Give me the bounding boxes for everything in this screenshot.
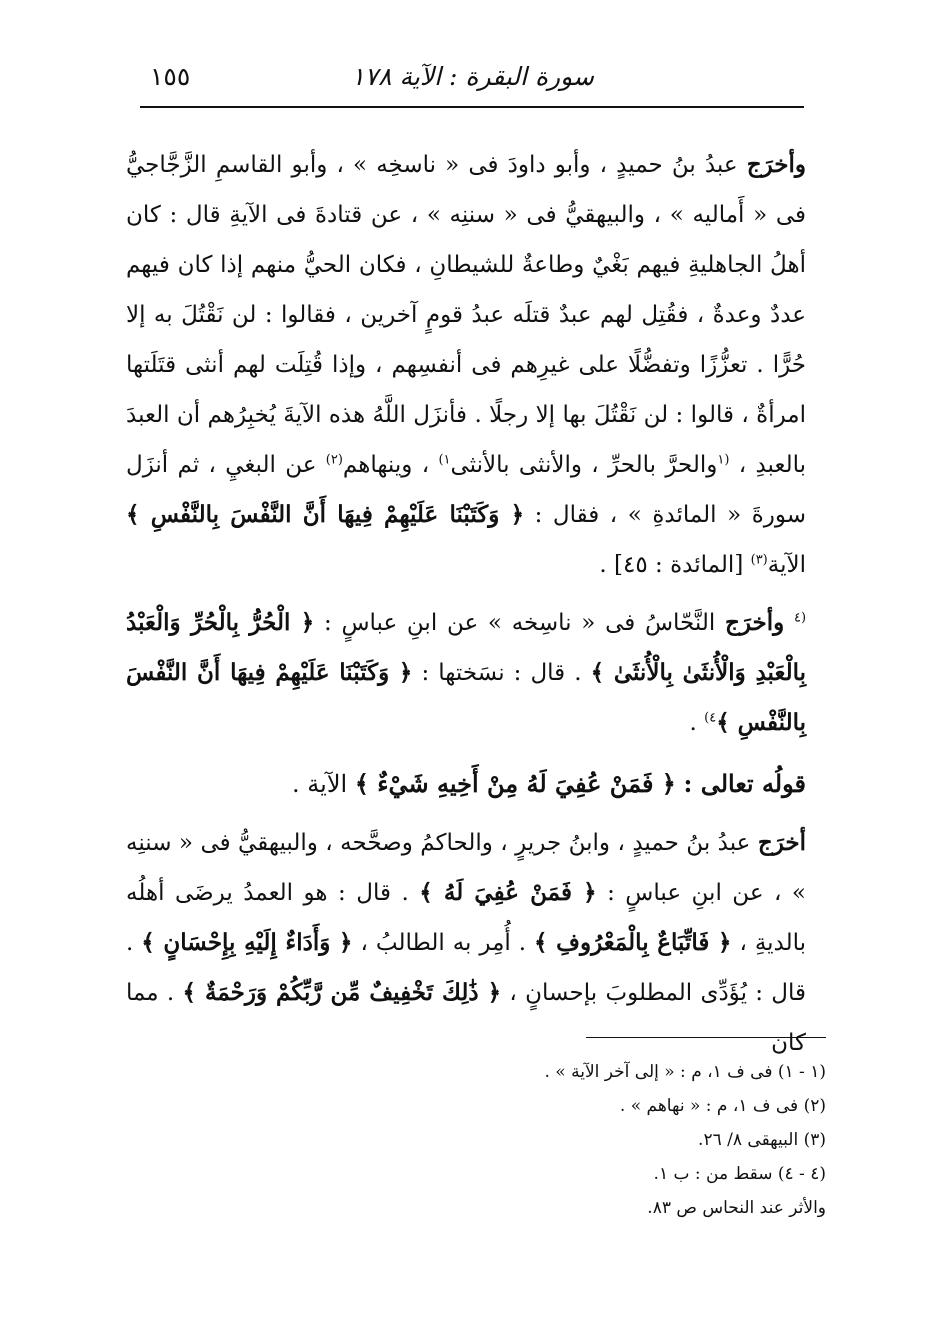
quran-verse: ﴿ وَكَتَبْنَا عَلَيْهِمْ فِيهَا أَنَّ النَّفْسَ بِالنَّفْسِ ﴾: [126, 501, 525, 528]
paragraph-text: عبدُ بنُ حميدٍ ، وأبو داودَ فى « ناسخِه » ، وأبو القاسمِ الزَّجَّاجيُّ فى « أَماليه » ، والبيهقيُّ فى « سننِه » ، عن قتادةَ فى الآيةِ قال : كان أهلُ الجاهليةِ فيهم بَغْيٌ وطاعةٌ للشيطانِ ، فكان الحيُّ منهم إذا كان فيهم عددٌ وعدةٌ ، فقُتِل لهم عبدٌ قتلَه عبدُ قومٍ آخرين ، فقالوا : لن نَقْتُلَ به إلا حُرًّا . تعزُّزًا وتفضُّلًا على غيرِهم فى أنفسِهم ، وإذا قُتِلَت لهم أنثى قتَلَتها امرأةٌ ، قالوا : لن نَقْتُلَ بها إلا رجلًا . فأنزَل اللَّهُ هذه الآيةَ يُخبِرُهم أن العبدَ بالعبدِ ،: [126, 152, 807, 478]
footnote: (٤ - ٤) سقط من : ب ١.: [653, 1164, 826, 1184]
running-header: [140, 62, 804, 102]
quran-verse: ﴿ فَاتِّبَاعٌ بِالْمَعْرُوفِ ﴾: [534, 929, 732, 956]
paragraph-1: [126, 140, 806, 590]
paragraph-text: . قال : هو العمدُ يرضَى أهلُه بالديةِ ،: [126, 880, 807, 956]
footnote: (٣) البيهقى ٨/ ٢٦.: [698, 1130, 826, 1150]
paragraph-text: النَّحّاسُ فى « ناسِخه » عن ابنِ عباسٍ :: [323, 610, 716, 636]
quran-verse: ﴿ الْحُرُّ بِالْحُرِّ وَالْعَبْدُ بِالْعَبْدِ وَالْأُنثَىٰ بِالْأُنثَىٰ ﴾: [126, 609, 807, 686]
footnote: (٢) فى ف ١، م : « نهاهم » .: [619, 1096, 826, 1116]
header-rule: [140, 106, 804, 108]
footnote-marker: ١): [438, 452, 451, 468]
quran-verse: ﴿ فَمَنْ عُفِيَ لَهُ ﴾: [419, 879, 597, 906]
paragraph-text: . قال : يُؤَدِّى المطلوبَ بإحسانٍ ،: [126, 930, 807, 1006]
quran-verse: ﴿ فَمَنْ عُفِيَ لَهُ مِنْ أَخِيهِ شَيْءٌ ﴾: [354, 769, 676, 798]
quoted-text: والحرَّ بالحرِّ ، والأنثى بالأنثى: [450, 452, 718, 478]
paragraph-text: . قال : نسَختها :: [421, 660, 582, 686]
verse-heading: [126, 756, 806, 812]
paragraph-lead: وأخرَج: [746, 151, 806, 178]
footnote-marker: (٤: [793, 610, 807, 626]
heading-label: قولُه تعالى :: [683, 769, 806, 798]
footnote-marker: (١: [717, 452, 730, 468]
paragraph-text: . مما كان: [126, 980, 806, 1056]
footnote: والأثر عند النحاس ص ٨٣.: [647, 1198, 826, 1218]
paragraph-text: عن البغيِ ، ثم أنزَل سورةَ « المائدةِ » ، فقال :: [126, 452, 807, 528]
footnote-marker: (٣): [750, 552, 768, 568]
page-number: ١٥٥: [150, 62, 191, 91]
main-text: [126, 140, 806, 1076]
paragraph-lead: وأخرَج: [724, 609, 785, 636]
paragraph-3: [126, 818, 806, 1068]
quran-verse: ﴿ وَكَتَبْنَا عَلَيْهِمْ فِيهَا أَنَّ النَّفْسَ بِالنَّفْسِ ﴾: [126, 659, 806, 736]
verse-reference: [المائدة : ٤٥] .: [599, 552, 744, 578]
chapter-title: سورة البقرة : الآية ١٧٨: [351, 62, 594, 91]
paragraph-text: .: [689, 710, 697, 736]
quran-verse: ﴿ وَأَدَاءٌ إِلَيْهِ بِإِحْسَانٍ ﴾: [141, 929, 353, 956]
paragraph-text: عبدُ بنُ حميدٍ ، وابنُ جريرٍ ، والحاكمُ وصحَّحه ، والبيهقيُّ فى « سننِه » ، عن ابنِ عباسٍ :: [126, 830, 806, 906]
paragraph-2: [126, 598, 806, 748]
footnote-rule: [586, 1037, 826, 1038]
heading-tail: الآية .: [292, 770, 348, 798]
paragraph-lead: أخرَج: [757, 829, 807, 856]
paragraph-text: الآية: [767, 552, 806, 578]
footnote-marker: ٤): [704, 710, 717, 726]
footnote-marker: (٢): [325, 452, 343, 468]
footnotes: [266, 1055, 826, 1225]
paragraph-text: ، وينهاهم: [342, 452, 430, 478]
paragraph-text: . أُمِر به الطالبُ ،: [360, 930, 527, 956]
footnote: (١ - ١) فى ف ١، م : « إلى آخر الآية » .: [544, 1062, 826, 1082]
quran-verse: ﴿ ذَٰلِكَ تَخْفِيفٌ مِّن رَّبِّكُمْ وَرَحْمَةٌ ﴾: [182, 979, 502, 1006]
